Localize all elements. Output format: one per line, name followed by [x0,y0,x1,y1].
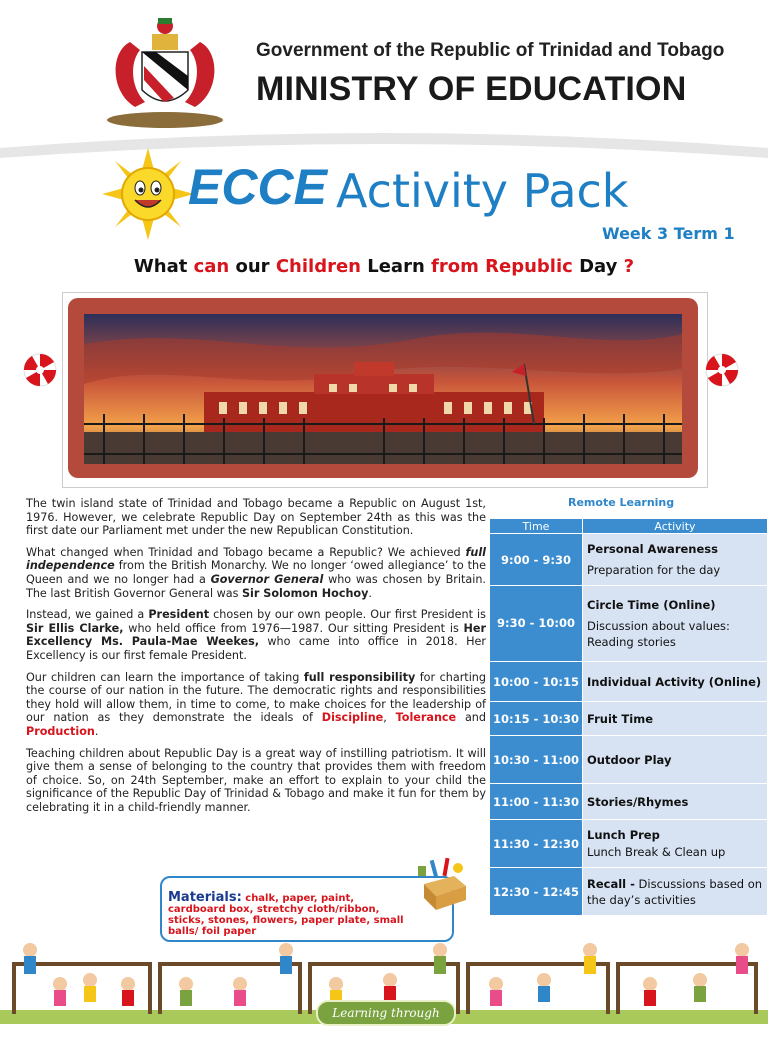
headline [0,256,768,277]
activity-title: Individual Activity (Online) [587,674,762,689]
text-run: Tolerance [395,711,457,725]
title-ecce: ECCE [188,159,327,215]
activity-cell [583,702,768,736]
text-run: Our children can learn the importance of taking [26,670,304,684]
swirl-candy-icon [704,352,740,388]
time-cell: 11:00 - 11:30 [490,784,583,820]
craft-box-icon [414,856,474,912]
table-row [490,736,768,784]
paragraph [26,671,486,739]
text-run: Sir Solomon Hochoy [242,586,369,600]
ministry-title: MINISTRY OF EDUCATION [256,70,687,108]
paragraph [26,546,486,600]
headline-part: our [229,256,276,277]
activity-title: Lunch Prep [587,827,660,842]
headline-part: ? [623,256,635,277]
activity-cell [583,662,768,702]
time-cell: 10:30 - 11:00 [490,736,583,784]
text-run: . [368,586,372,600]
table-row [490,868,768,916]
headline-part: Day [572,256,624,277]
materials-label: Materials: [168,890,242,905]
table-row [490,784,768,820]
column-header-time: Time [490,519,583,534]
activity-cell [583,534,768,586]
text-run: and [456,711,486,725]
time-cell: 10:00 - 10:15 [490,662,583,702]
text-run: full independence [26,545,486,573]
time-cell: 9:00 - 9:30 [490,534,583,586]
activity-cell [583,820,768,868]
text-run: chosen by our own people. Our first President is [209,608,486,622]
text-run: from the British Monarchy. We no longer ‘owed allegiance’ to the Queen and we no longer had a [26,559,486,586]
activity-cell [583,736,768,784]
title-activity-pack: Activity Pack [336,164,629,218]
activity-cell [583,784,768,820]
table-header-row [490,519,768,534]
activity-desc: Lunch Break & Clean up [587,844,726,859]
table-row [490,534,768,586]
remote-learning-title: Remote Learning [568,496,675,509]
headline-part: Learn [360,256,432,277]
headline-part: What [133,256,194,277]
time-cell: 11:30 - 12:30 [490,820,583,868]
activity-title: Recall - [587,876,635,891]
materials-list: chalk, paper, paint, cardboard box, stretchy cloth/ribbon, sticks, stones, flowers, paper plate, small balls/ foil paper [168,893,404,937]
paragraph: Teaching children about Republic Day is a great way of instilling patriotism. It will give them a sense of belonging to the country that provides them with freedom of choice. So, on 24th September, make an effort to explain to your child the significance of the Republic Day of Trinidad & Tobago and make it fun for them by celebrating it in a child-friendly manner. [26,746,486,814]
text-run: What changed when Trinidad and Tobago became a Republic? We achieved [26,545,466,559]
paragraph [26,608,486,662]
activity-desc: Discussions based on the day’s activities [587,876,763,907]
body-text [26,497,486,822]
activity-title: Stories/Rhymes [587,794,689,809]
table-row [490,586,768,662]
table-row [490,702,768,736]
activity-title: Outdoor Play [587,752,672,767]
activity-desc: Preparation for the day [587,562,721,577]
time-cell: 10:15 - 10:30 [490,702,583,736]
activity-desc: Discussion about values: Reading stories [587,618,730,649]
text-run: Production [26,724,95,738]
text-run: Sir Ellis Clarke, [26,621,124,635]
text-run: Instead, we gained a [26,608,149,622]
schedule-table [489,518,768,916]
text-run: President [148,608,210,622]
swirl-candy-icon [22,352,58,388]
learning-through-play-banner: Learning through Play [316,1000,456,1026]
activity-cell [583,586,768,662]
headline-part: Children [275,256,361,277]
time-cell: 12:30 - 12:45 [490,868,583,916]
text-run: full responsibility [303,670,416,684]
activity-cell [583,868,768,916]
activity-title: Personal Awareness [587,541,718,556]
text-run: . [94,724,99,738]
activity-title: Circle Time (Online) [587,597,716,612]
text-run: Her Excellency Ms. Paula-Mae Weekes, [26,621,487,649]
materials-text [168,892,408,937]
headline-part: from Republic [431,256,573,277]
text-run: , [383,711,396,725]
coat-of-arms-icon [100,12,230,130]
column-header-activity: Activity [583,519,768,534]
government-title: Government of the Republic of Trinidad and Tobago [256,40,725,61]
red-house-photo [84,314,682,464]
text-run: who was chosen by Britain. The last British Governor General was [26,572,486,600]
text-run: Discipline [321,711,384,725]
table-row [490,820,768,868]
smiling-sun-icon [102,148,194,240]
headline-part: can [193,256,230,277]
text-run: who held office from 1976—1987. Our sitting President is [123,621,464,635]
text-run: for charting the course of our nation in the future. The democratic rights and responsibilities they hold will allow them, in time to come, to make choices for the leadership of our nation as they demonstrate the ideals of [26,670,486,725]
text-run: Governor General [210,572,324,586]
paragraph: The twin island state of Trinidad and Tobago became a Republic on August 1st, 1976. However, we celebrate Republic Day on September 24th as this was the first date our Parliament met under the new Republican Constitution. [26,497,486,538]
activity-title: Fruit Time [587,711,653,726]
text-run: who came into office in 2018. Her Excellency is our first female President. [26,635,486,662]
table-row [490,662,768,702]
week-term-label: Week 3 Term 1 [602,224,735,243]
time-cell: 9:30 - 10:00 [490,586,583,662]
